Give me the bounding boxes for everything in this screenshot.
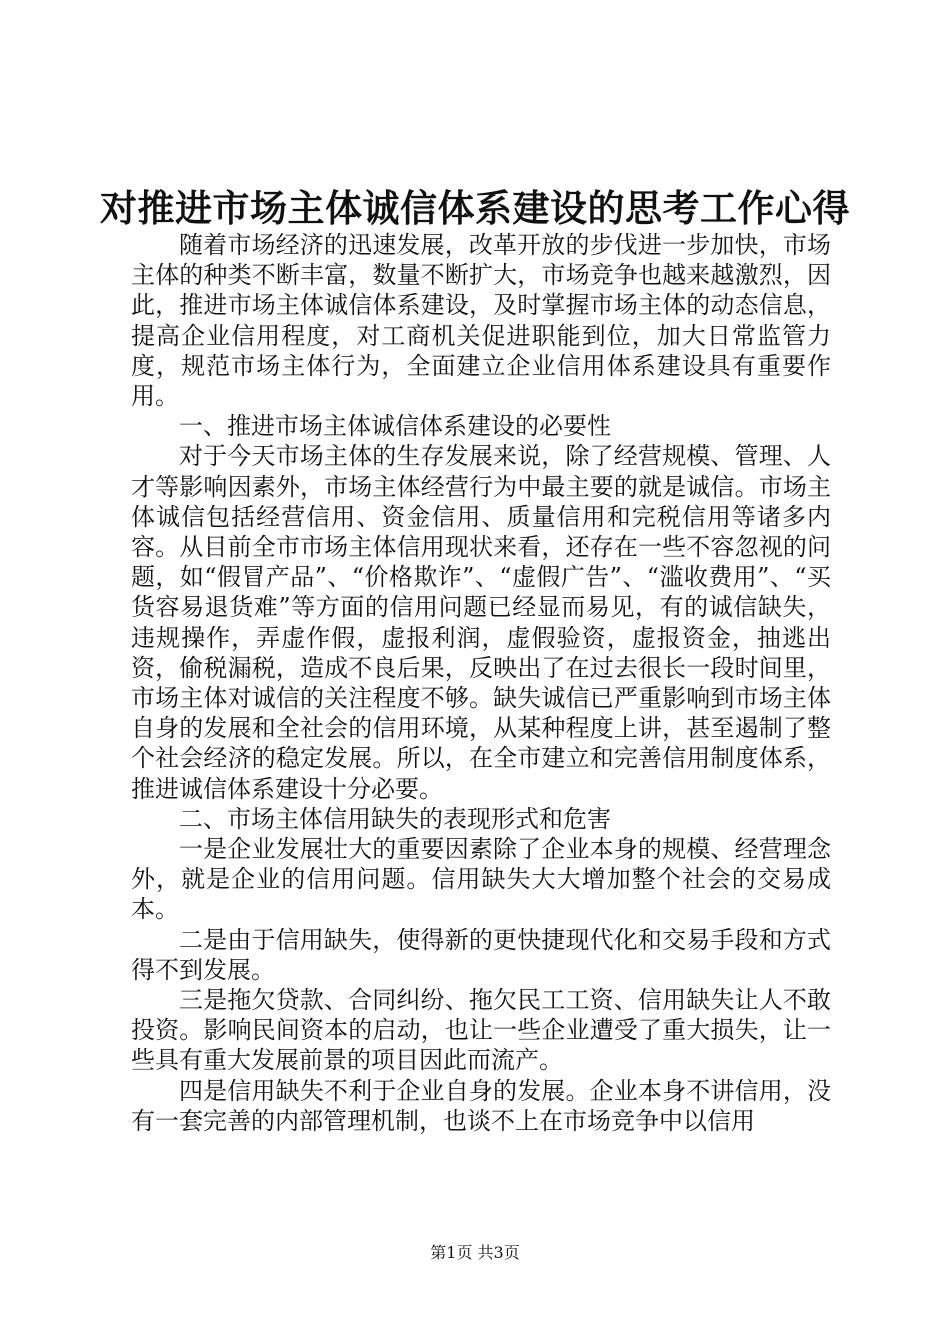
section-heading-1: 一、推进市场主体诚信体系建设的必要性 — [179, 412, 611, 441]
document-body — [131, 230, 831, 1136]
paragraph-point-4: 四是信用缺失不利于企业自身的发展。企业本身不讲信用，没有一套完善的内部管理机制，也谈不上在市场竞争中以信用 — [131, 1076, 831, 1135]
section-heading-2: 二、市场主体信用缺失的表现形式和危害 — [179, 804, 611, 833]
document-title: 对推进市场主体诚信体系建设的思考工作心得 — [100, 186, 850, 230]
paragraph-point-2: 二是由于信用缺失，使得新的更快捷现代化和交易手段和方式得不到发展。 — [131, 925, 831, 984]
paragraph-point-3: 三是拖欠贷款、合同纠纷、拖欠民工工资、信用缺失让人不敢投资。影响民间资本的启动，也让一些企业遭受了重大损失，让一些具有重大发展前景的项目因此而流产。 — [131, 986, 831, 1075]
paragraph-intro: 随着市场经济的迅速发展，改革开放的步伐进一步加快，市场主体的种类不断丰富，数量不断扩大，市场竞争也越来越激烈，因此，推进市场主体诚信体系建设，及时掌握市场主体的动态信息，提高企业信用程度，对工商机关促进职能到位，加大日常监管力度，规范市场主体行为，全面建立企业信用体系建设具有重要作用。 — [131, 231, 831, 411]
page-footer: 第1页 共3页 — [430, 1243, 520, 1262]
paragraph-necessity: 对于今天市场主体的生存发展来说，除了经营规模、管理、人才等影响因素外，市场主体经营行为中最主要的就是诚信。市场主体诚信包括经营信用、资金信用、质量信用和完税信用等诸多内容。从目前全市市场主体信用现状来看，还存在一些不容忽视的问题，如“假冒产品”、“价格欺诈”、“虚假广告”、“滥收费用”、“买货容易退货难”等方面的信用问题已经显而易见，有的诚信缺失，违规操作，弄虚作假，虚报利润，虚假验资，虚报资金，抽逃出资，偷税漏税，造成不良后果，反映出了在过去很长一段时间里，市场主体对诚信的关注程度不够。缺失诚信已严重影响到市场主体自身的发展和全社会的信用环境，从某种程度上讲，甚至遏制了整个社会经济的稳定发展。所以，在全市建立和完善信用制度体系，推进诚信体系建设十分必要。 — [131, 442, 831, 803]
paragraph-point-1: 一是企业发展壮大的重要因素除了企业本身的规模、经营理念外，就是企业的信用问题。信用缺失大大增加整个社会的交易成本。 — [131, 835, 831, 924]
